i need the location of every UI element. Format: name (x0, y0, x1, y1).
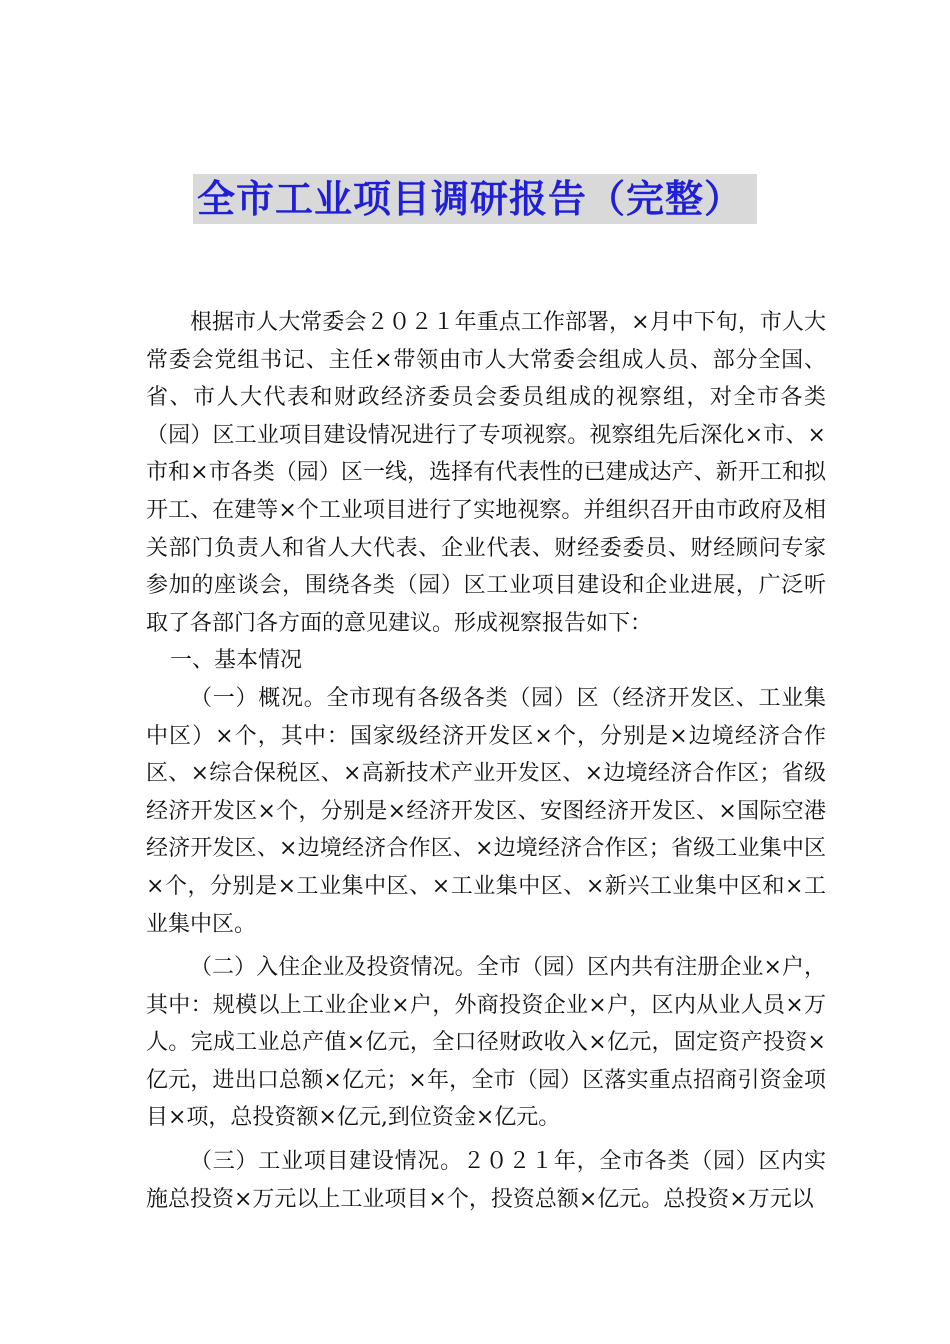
paragraph-enterprises: （二）入住企业及投资情况。全市（园）区内共有注册企业×户，其中：规模以上工业企业×户，外商投资企业×户，区内从业人员×万人。完成工业总产值×亿元，全口径财政收入×亿元，固定资产投资×亿元，进出口总额×亿元；×年，全市（园）区落实重点招商引资金项目×项，总投资额×亿元,到位资金×亿元。 (146, 955, 826, 1131)
document-title: 全市工业项目调研报告（完整） (193, 174, 757, 224)
paragraph-intro: 根据市人大常委会２０２１年重点工作部署，×月中下旬，市人大常委会党组书记、主任×带领由市人大常委会组成人员、部分全国、省、市人大代表和财政经济委员会委员组成的视察组，对全市各类（园）区工业项目建设情况进行了专项视察。视察组先后深化×市、×市和×市各类（园）区一线，选择有代表性的已建成达产、新开工和拟开工、在建等×个工业项目进行了实地视察。并组织召开由市政府及相关部门负责人和省人大代表、企业代表、财经委委员、财经顾问专家参加的座谈会，围绕各类（园）区工业项目建设和企业进展，广泛听取了各部门各方面的意见建议。形成视察报告如下： (146, 310, 826, 636)
document-body (146, 304, 826, 1218)
paragraph-projects: （三）工业项目建设情况。２０２１年，全市各类（园）区内实施总投资×万元以上工业项目×个，投资总额×亿元。总投资×万元以 (146, 1149, 826, 1212)
title-container (0, 174, 950, 224)
paragraph-overview: （一）概况。全市现有各级各类（园）区（经济开发区、工业集中区）×个，其中：国家级经济开发区×个，分别是×边境经济合作区、×综合保税区、×高新技术产业开发区、×边境经济合作区；省级经济开发区×个，分别是×经济开发区、安图经济开发区、×国际空港经济开发区、×边境经济合作区、×边境经济合作区；省级工业集中区×个，分别是×工业集中区、×工业集中区、×新兴工业集中区和×工业集中区。 (146, 685, 826, 937)
section-heading-basic: 一、基本情况 (170, 648, 303, 674)
